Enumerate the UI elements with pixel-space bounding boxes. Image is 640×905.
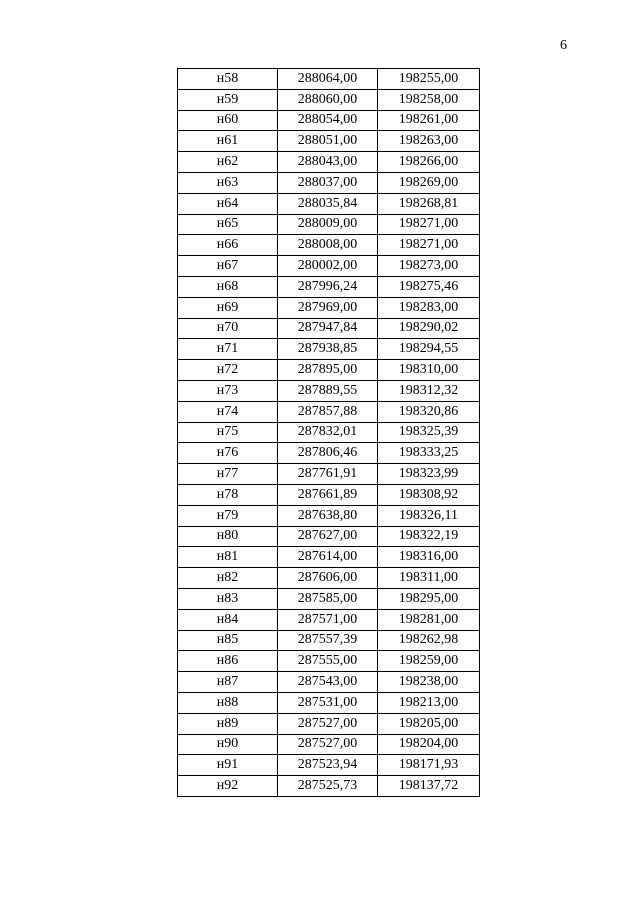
- table-row: [178, 318, 480, 339]
- y-coordinate-cell: 198281,00: [378, 609, 480, 630]
- point-id-cell: н87: [178, 672, 278, 693]
- table-row: [178, 256, 480, 277]
- y-coordinate-cell: 198308,92: [378, 484, 480, 505]
- point-id-cell: н90: [178, 734, 278, 755]
- y-coordinate-cell: 198271,00: [378, 235, 480, 256]
- point-id-cell: н92: [178, 776, 278, 797]
- y-coordinate-cell: 198238,00: [378, 672, 480, 693]
- x-coordinate-cell: 287889,55: [278, 380, 378, 401]
- y-coordinate-cell: 198137,72: [378, 776, 480, 797]
- point-id-cell: н89: [178, 713, 278, 734]
- table-row: [178, 609, 480, 630]
- point-id-cell: н85: [178, 630, 278, 651]
- table-row: [178, 235, 480, 256]
- x-coordinate-cell: 288009,00: [278, 214, 378, 235]
- point-id-cell: н62: [178, 152, 278, 173]
- y-coordinate-cell: 198311,00: [378, 568, 480, 589]
- point-id-cell: н71: [178, 339, 278, 360]
- y-coordinate-cell: 198325,39: [378, 422, 480, 443]
- table-row: [178, 630, 480, 651]
- table-row: [178, 214, 480, 235]
- x-coordinate-cell: 287638,80: [278, 505, 378, 526]
- x-coordinate-cell: 287525,73: [278, 776, 378, 797]
- coordinates-table: [177, 68, 480, 797]
- x-coordinate-cell: 287571,00: [278, 609, 378, 630]
- y-coordinate-cell: 198268,81: [378, 193, 480, 214]
- table-row: [178, 505, 480, 526]
- point-id-cell: н70: [178, 318, 278, 339]
- y-coordinate-cell: 198323,99: [378, 464, 480, 485]
- table-row: [178, 651, 480, 672]
- point-id-cell: н91: [178, 755, 278, 776]
- table-row: [178, 734, 480, 755]
- point-id-cell: н64: [178, 193, 278, 214]
- point-id-cell: н66: [178, 235, 278, 256]
- x-coordinate-cell: 288064,00: [278, 69, 378, 90]
- x-coordinate-cell: 287832,01: [278, 422, 378, 443]
- x-coordinate-cell: 287996,24: [278, 276, 378, 297]
- x-coordinate-cell: 288008,00: [278, 235, 378, 256]
- point-id-cell: н68: [178, 276, 278, 297]
- point-id-cell: н65: [178, 214, 278, 235]
- x-coordinate-cell: 288035,84: [278, 193, 378, 214]
- table-row: [178, 380, 480, 401]
- y-coordinate-cell: 198205,00: [378, 713, 480, 734]
- table-row: [178, 193, 480, 214]
- point-id-cell: н67: [178, 256, 278, 277]
- x-coordinate-cell: 280002,00: [278, 256, 378, 277]
- x-coordinate-cell: 287523,94: [278, 755, 378, 776]
- x-coordinate-cell: 287555,00: [278, 651, 378, 672]
- table-row: [178, 588, 480, 609]
- point-id-cell: н63: [178, 172, 278, 193]
- x-coordinate-cell: 287585,00: [278, 588, 378, 609]
- point-id-cell: н58: [178, 69, 278, 90]
- x-coordinate-cell: 287627,00: [278, 526, 378, 547]
- x-coordinate-cell: 288054,00: [278, 110, 378, 131]
- y-coordinate-cell: 198204,00: [378, 734, 480, 755]
- table-row: [178, 568, 480, 589]
- y-coordinate-cell: 198322,19: [378, 526, 480, 547]
- point-id-cell: н81: [178, 547, 278, 568]
- x-coordinate-cell: 287857,88: [278, 401, 378, 422]
- y-coordinate-cell: 198283,00: [378, 297, 480, 318]
- point-id-cell: н75: [178, 422, 278, 443]
- x-coordinate-cell: 287938,85: [278, 339, 378, 360]
- table-row: [178, 755, 480, 776]
- y-coordinate-cell: 198310,00: [378, 360, 480, 381]
- table-row: [178, 713, 480, 734]
- y-coordinate-cell: 198320,86: [378, 401, 480, 422]
- point-id-cell: н61: [178, 131, 278, 152]
- table-row: [178, 152, 480, 173]
- y-coordinate-cell: 198263,00: [378, 131, 480, 152]
- point-id-cell: н88: [178, 692, 278, 713]
- y-coordinate-cell: 198271,00: [378, 214, 480, 235]
- y-coordinate-cell: 198326,11: [378, 505, 480, 526]
- point-id-cell: н72: [178, 360, 278, 381]
- point-id-cell: н78: [178, 484, 278, 505]
- point-id-cell: н79: [178, 505, 278, 526]
- x-coordinate-cell: 287606,00: [278, 568, 378, 589]
- table-row: [178, 297, 480, 318]
- y-coordinate-cell: 198269,00: [378, 172, 480, 193]
- x-coordinate-cell: 288051,00: [278, 131, 378, 152]
- x-coordinate-cell: 287969,00: [278, 297, 378, 318]
- y-coordinate-cell: 198312,32: [378, 380, 480, 401]
- x-coordinate-cell: 287661,89: [278, 484, 378, 505]
- table-row: [178, 547, 480, 568]
- point-id-cell: н83: [178, 588, 278, 609]
- point-id-cell: н80: [178, 526, 278, 547]
- x-coordinate-cell: 288060,00: [278, 89, 378, 110]
- table-row: [178, 110, 480, 131]
- x-coordinate-cell: 287557,39: [278, 630, 378, 651]
- table-row: [178, 422, 480, 443]
- point-id-cell: н74: [178, 401, 278, 422]
- point-id-cell: н77: [178, 464, 278, 485]
- table-row: [178, 172, 480, 193]
- table-row: [178, 484, 480, 505]
- y-coordinate-cell: 198261,00: [378, 110, 480, 131]
- x-coordinate-cell: 288037,00: [278, 172, 378, 193]
- table-row: [178, 89, 480, 110]
- point-id-cell: н59: [178, 89, 278, 110]
- x-coordinate-cell: 287527,00: [278, 713, 378, 734]
- table-row: [178, 401, 480, 422]
- table-row: [178, 692, 480, 713]
- table-row: [178, 69, 480, 90]
- coordinates-table-body: [178, 69, 480, 797]
- y-coordinate-cell: 198255,00: [378, 69, 480, 90]
- y-coordinate-cell: 198266,00: [378, 152, 480, 173]
- x-coordinate-cell: 287527,00: [278, 734, 378, 755]
- point-id-cell: н76: [178, 443, 278, 464]
- point-id-cell: н73: [178, 380, 278, 401]
- y-coordinate-cell: 198259,00: [378, 651, 480, 672]
- table-row: [178, 526, 480, 547]
- table-row: [178, 672, 480, 693]
- x-coordinate-cell: 287614,00: [278, 547, 378, 568]
- point-id-cell: н86: [178, 651, 278, 672]
- x-coordinate-cell: 287543,00: [278, 672, 378, 693]
- y-coordinate-cell: 198171,93: [378, 755, 480, 776]
- y-coordinate-cell: 198213,00: [378, 692, 480, 713]
- point-id-cell: н82: [178, 568, 278, 589]
- y-coordinate-cell: 198273,00: [378, 256, 480, 277]
- x-coordinate-cell: 288043,00: [278, 152, 378, 173]
- y-coordinate-cell: 198316,00: [378, 547, 480, 568]
- y-coordinate-cell: 198295,00: [378, 588, 480, 609]
- x-coordinate-cell: 287806,46: [278, 443, 378, 464]
- y-coordinate-cell: 198333,25: [378, 443, 480, 464]
- point-id-cell: н60: [178, 110, 278, 131]
- x-coordinate-cell: 287947,84: [278, 318, 378, 339]
- y-coordinate-cell: 198290,02: [378, 318, 480, 339]
- page-number: 6: [560, 38, 567, 53]
- x-coordinate-cell: 287531,00: [278, 692, 378, 713]
- table-row: [178, 360, 480, 381]
- y-coordinate-cell: 198294,55: [378, 339, 480, 360]
- table-row: [178, 464, 480, 485]
- table-row: [178, 339, 480, 360]
- point-id-cell: н69: [178, 297, 278, 318]
- point-id-cell: н84: [178, 609, 278, 630]
- y-coordinate-cell: 198275,46: [378, 276, 480, 297]
- table-row: [178, 776, 480, 797]
- table-row: [178, 131, 480, 152]
- y-coordinate-cell: 198262,98: [378, 630, 480, 651]
- x-coordinate-cell: 287895,00: [278, 360, 378, 381]
- x-coordinate-cell: 287761,91: [278, 464, 378, 485]
- table-row: [178, 443, 480, 464]
- table-row: [178, 276, 480, 297]
- y-coordinate-cell: 198258,00: [378, 89, 480, 110]
